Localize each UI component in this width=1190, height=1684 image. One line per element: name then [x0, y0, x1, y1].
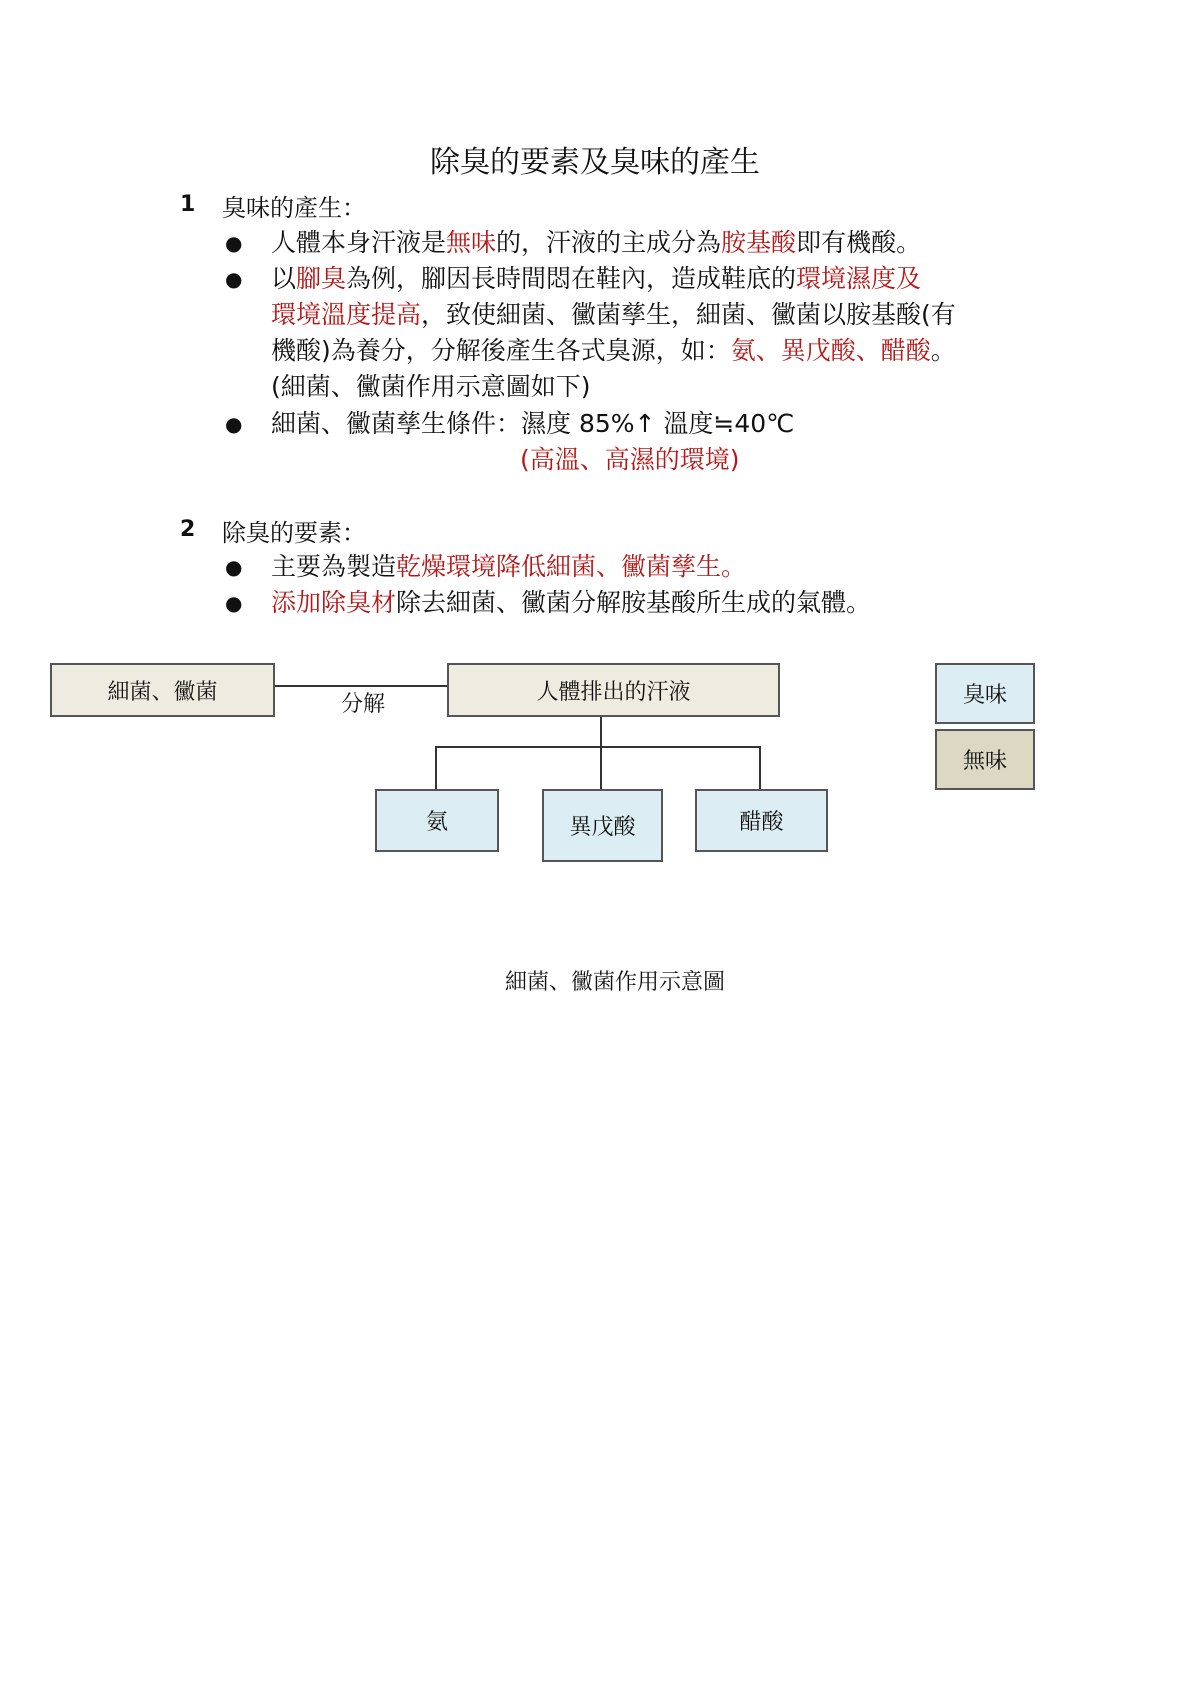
highlight-text: 環境濕度及: [796, 264, 922, 293]
section-2-number: 2: [180, 517, 196, 542]
highlight-text: 添加除臭材: [271, 588, 397, 617]
text-run: 為例，腳因長時間悶在鞋內，造成鞋底的: [346, 264, 797, 293]
highlight-text: 無味: [446, 228, 497, 257]
text-run: 主要為製造: [271, 552, 397, 581]
text-run: 機酸)為養分，分解後產生各式臭源，如：: [271, 336, 731, 365]
sweat-box: 人體排出的汗液: [447, 663, 780, 717]
text-run: 除去細菌、黴菌分解胺基酸所生成的氣體。: [396, 588, 872, 617]
section-1-bullet-1: [271, 225, 921, 261]
connector-line: [435, 746, 437, 789]
section-1-number: 1: [180, 192, 196, 217]
document-title: 除臭的要素及臭味的產生: [430, 145, 760, 180]
paragraph-line: [271, 297, 956, 333]
highlight-text: 氨、異戊酸、醋酸: [730, 336, 931, 365]
connector-line: [759, 746, 761, 789]
bullet-icon: ●: [225, 591, 243, 615]
highlight-text: 腳臭: [296, 264, 347, 293]
section-1-bullet-3: 細菌、黴菌孳生條件：濕度 85%↑ 溫度≒40℃: [271, 409, 795, 438]
bullet-icon: ●: [225, 267, 243, 291]
highlight-text: 胺基酸: [721, 228, 797, 257]
highlight-text: 環境溫度提高: [271, 300, 422, 329]
product-acetic-acid-box: 醋酸: [695, 789, 828, 852]
paragraph-line: [271, 261, 956, 297]
connector-line: [435, 746, 761, 748]
section-1-bullet-2: [271, 261, 956, 405]
connector-line: [600, 717, 602, 789]
section-2-title: 除臭的要素：: [222, 519, 366, 547]
diagram-caption: 細菌、黴菌作用示意圖: [504, 970, 725, 995]
text-run: 的，汗液的主成分為: [496, 228, 722, 257]
section-2-bullet-1: [271, 549, 746, 585]
text-run: 人體本身汗液是: [271, 228, 447, 257]
section-2-bullet-2: [271, 585, 871, 621]
condition-note: (高溫、高濕的環境): [520, 445, 740, 474]
legend-nosmell-box: 無味: [935, 729, 1035, 790]
text-run: 以: [271, 264, 297, 293]
product-isovaleric-acid-box: 異戊酸: [542, 789, 663, 862]
paragraph-line: (細菌、黴菌作用示意圖如下): [271, 372, 591, 401]
bullet-icon: ●: [225, 231, 243, 255]
paragraph-line: [271, 333, 956, 369]
text-run: 即有機酸。: [796, 228, 922, 257]
highlight-text: 乾燥環境降低細菌、黴菌孳生。: [396, 552, 747, 581]
text-run: ，致使細菌、黴菌孳生，細菌、黴菌以胺基酸(有: [421, 300, 956, 329]
product-ammonia-box: 氨: [375, 789, 499, 852]
bullet-icon: ●: [225, 412, 243, 436]
bacteria-box: 細菌、黴菌: [50, 663, 275, 717]
decompose-label: 分解: [341, 692, 386, 717]
legend-smell-box: 臭味: [935, 663, 1035, 724]
text-run: 。: [930, 336, 956, 365]
section-1-title: 臭味的產生：: [222, 194, 366, 222]
bullet-icon: ●: [225, 555, 243, 579]
